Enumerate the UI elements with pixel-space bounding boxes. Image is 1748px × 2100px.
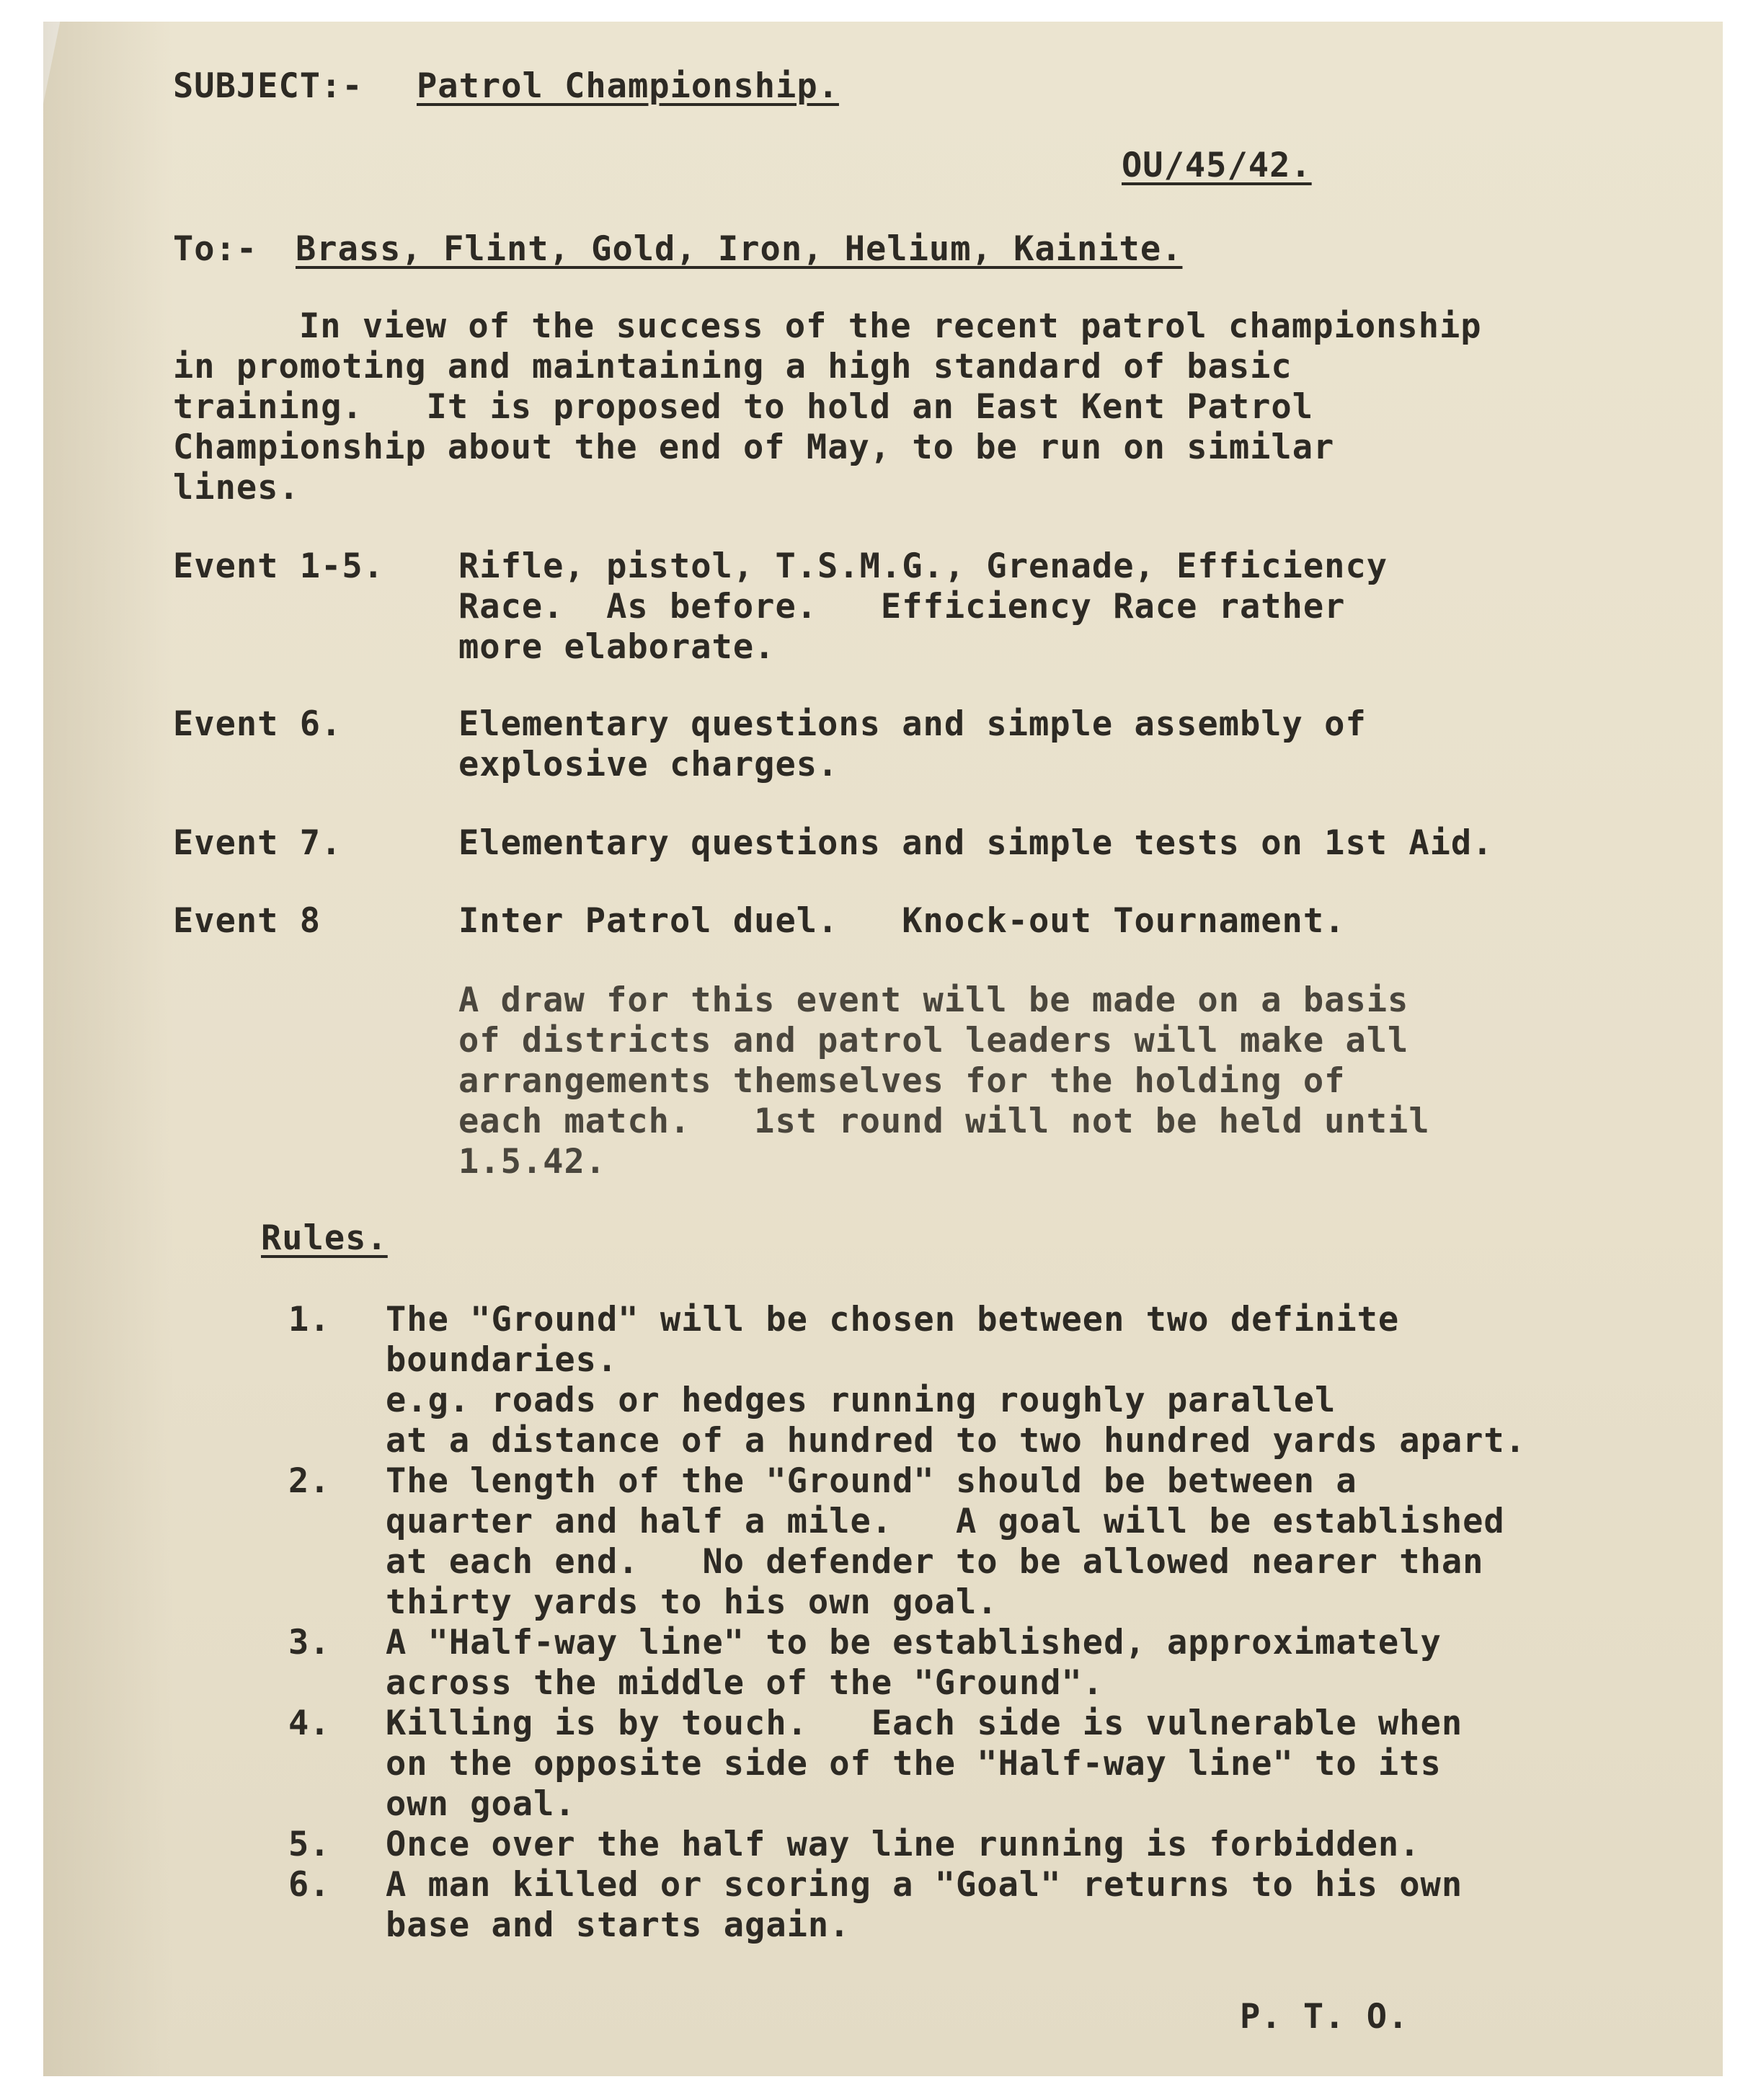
intro-line: in promoting and maintaining a high standard of basic — [173, 347, 1292, 386]
event-line: Inter Patrol duel. Knock-out Tournament. — [458, 901, 1346, 941]
event-line: more elaborate. — [458, 627, 776, 667]
event8-note-line: A draw for this event will be made on a basis — [458, 980, 1409, 1020]
event8-note-line: each match. 1st round will not be held until — [458, 1102, 1430, 1141]
event-line: Race. As before. Efficiency Race rather — [458, 587, 1346, 626]
event-label: Event 7. — [173, 823, 342, 863]
rule-number: 4. — [288, 1704, 331, 1743]
rule-line: A man killed or scoring a "Goal" returns to his own — [386, 1865, 1463, 1905]
rule-number: 6. — [288, 1865, 331, 1905]
rule-line: thirty yards to his own goal. — [386, 1582, 998, 1622]
rule-number: 1. — [288, 1300, 331, 1339]
rule-line: quarter and half a mile. A goal will be established — [386, 1502, 1505, 1541]
event8-note-line: arrangements themselves for the holding of — [458, 1061, 1346, 1101]
recipients: Brass, Flint, Gold, Iron, Helium, Kainite. — [296, 229, 1183, 269]
rule-number: 3. — [288, 1623, 331, 1662]
event-line: explosive charges. — [458, 745, 839, 784]
event-line: Elementary questions and simple tests on 1st Aid. — [458, 823, 1494, 863]
rule-line: at a distance of a hundred to two hundred yards apart. — [386, 1421, 1527, 1461]
intro-line: training. It is proposed to hold an East Kent Patrol — [173, 387, 1314, 427]
rule-line: Once over the half way line running is forbidden. — [386, 1825, 1421, 1864]
rule-line: across the middle of the "Ground". — [386, 1663, 1104, 1703]
rule-line: at each end. No defender to be allowed nearer than — [386, 1542, 1484, 1582]
event8-note-line: 1.5.42. — [458, 1142, 607, 1182]
rule-line: The "Ground" will be chosen between two definite — [386, 1300, 1400, 1339]
event8-note-line: of districts and patrol leaders will make all — [458, 1021, 1409, 1060]
intro-line: In view of the success of the recent patrol championship — [299, 306, 1482, 346]
event-line: Rifle, pistol, T.S.M.G., Grenade, Efficiency — [458, 546, 1388, 586]
reference-number: OU/45/42. — [1122, 146, 1312, 185]
pto-footer: P. T. O. — [1240, 1997, 1409, 2037]
subject-title: Patrol Championship. — [417, 66, 839, 106]
event-label: Event 1-5. — [173, 546, 384, 586]
rule-number: 5. — [288, 1825, 331, 1864]
rule-line: base and starts again. — [386, 1905, 851, 1945]
rule-line: own goal. — [386, 1784, 576, 1824]
rule-line: on the opposite side of the "Half-way line" to its — [386, 1744, 1442, 1784]
event-line: Elementary questions and simple assembly of — [458, 704, 1367, 744]
rule-line: e.g. roads or hedges running roughly parallel — [386, 1381, 1336, 1420]
rule-line: A "Half-way line" to be established, approximately — [386, 1623, 1442, 1662]
event-label: Event 6. — [173, 704, 342, 744]
intro-line: lines. — [173, 468, 300, 508]
rule-line: The length of the "Ground" should be between a — [386, 1461, 1357, 1501]
rule-number: 2. — [288, 1461, 331, 1501]
event-label: Event 8 — [173, 901, 321, 941]
rule-line: boundaries. — [386, 1340, 618, 1380]
subject-label: SUBJECT:- — [173, 66, 363, 106]
rule-line: Killing is by touch. Each side is vulnerable when — [386, 1704, 1463, 1743]
rules-heading: Rules. — [261, 1218, 388, 1258]
to-label: To:- — [173, 229, 258, 269]
intro-line: Championship about the end of May, to be run on similar — [173, 427, 1335, 467]
